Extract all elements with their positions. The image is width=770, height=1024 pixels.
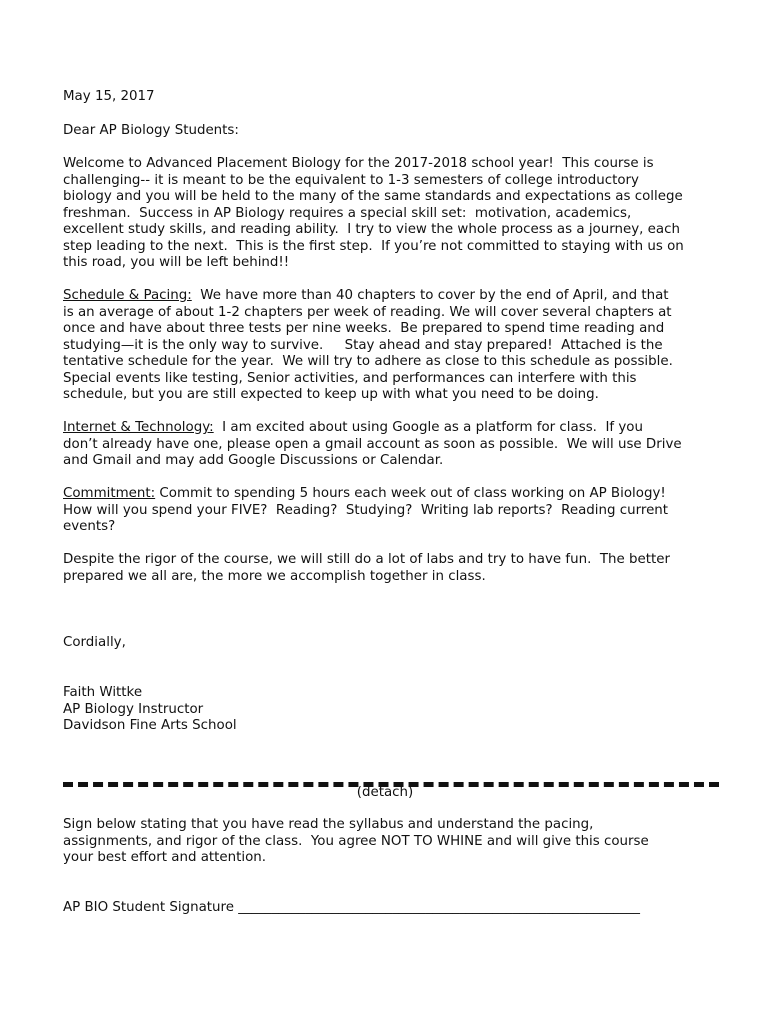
internet-line: and Gmail and may add Google Discussions or Calendar. <box>63 453 444 468</box>
internet-first-line-text: I am excited about using Google as a platform for class. If you <box>213 420 643 435</box>
detach-label: (detach) <box>356 785 414 800</box>
student-signature-line: AP BIO Student Signature ____________________________________________________________ <box>63 900 640 915</box>
sign-instructions-line: assignments, and rigor of the class. You agree NOT TO WHINE and will give this course <box>63 833 649 849</box>
signer-school: Davidson Fine Arts School <box>63 718 237 733</box>
intro-line: freshman. Success in AP Biology requires a special skill set: motivation, academics, <box>63 205 632 221</box>
intro-line: biology and you will be held to the many of the same standards and expectations as college <box>63 189 683 204</box>
commitment-line: How will you spend your FIVE? Reading? Studying? Writing lab reports? Reading current <box>63 502 669 518</box>
sign-instructions-line: your best effort and attention. <box>63 850 267 865</box>
schedule-line: studying—it is the only way to survive. Stay ahead and stay prepared! Attached is the <box>63 337 663 353</box>
schedule-line: once and have about three tests per nine weeks. Be prepared to spend time reading and <box>63 321 665 336</box>
intro-line: challenging-- it is meant to be the equivalent to 1-3 semesters of college introductory <box>63 172 639 188</box>
commitment-first-line <box>63 486 666 503</box>
schedule-first-line-text: We have more than 40 chapters to cover by the end of April, and that <box>191 288 669 303</box>
letter-greeting: Dear AP Biology Students: <box>63 123 239 138</box>
schedule-heading: Schedule & Pacing: <box>63 288 192 303</box>
schedule-line: schedule, but you are still expected to keep up with what you need to be doing. <box>63 387 599 402</box>
intro-line: Welcome to Advanced Placement Biology for the 2017-2018 school year! This course is <box>63 156 654 171</box>
intro-line: this road, you will be left behind!! <box>63 255 290 270</box>
schedule-line: tentative schedule for the year. We will try to adhere as close to this schedule as possible. <box>63 354 673 369</box>
internet-first-line <box>63 420 643 437</box>
closing-line: Despite the rigor of the course, we will still do a lot of labs and try to have fun. The better <box>63 552 670 567</box>
schedule-first-line <box>63 288 669 305</box>
signer-name: Faith Wittke <box>63 685 143 700</box>
signer-title: AP Biology Instructor <box>63 701 204 717</box>
internet-heading: Internet & Technology: <box>63 420 214 435</box>
intro-line: step leading to the next. This is the first step. If you’re not committed to staying with us on <box>63 238 684 254</box>
schedule-line: Special events like testing, Senior activities, and performances can interfere with this <box>63 370 637 386</box>
intro-line: excellent study skills, and reading ability. I try to view the whole process as a journey, each <box>63 222 680 237</box>
commitment-heading: Commitment: <box>63 486 156 501</box>
letter-date: May 15, 2017 <box>63 89 155 104</box>
commitment-first-line-text: Commit to spending 5 hours each week out of class working on AP Biology! <box>155 486 666 501</box>
valediction: Cordially, <box>63 635 126 650</box>
commitment-line: events? <box>63 519 116 534</box>
sign-instructions-line: Sign below stating that you have read the syllabus and understand the pacing, <box>63 817 594 832</box>
closing-line: prepared we all are, the more we accomplish together in class. <box>63 568 486 584</box>
internet-line: don’t already have one, please open a gmail account as soon as possible. We will use Drive <box>63 436 682 452</box>
schedule-line: is an average of about 1-2 chapters per week of reading. We will cover several chapters at <box>63 304 672 320</box>
